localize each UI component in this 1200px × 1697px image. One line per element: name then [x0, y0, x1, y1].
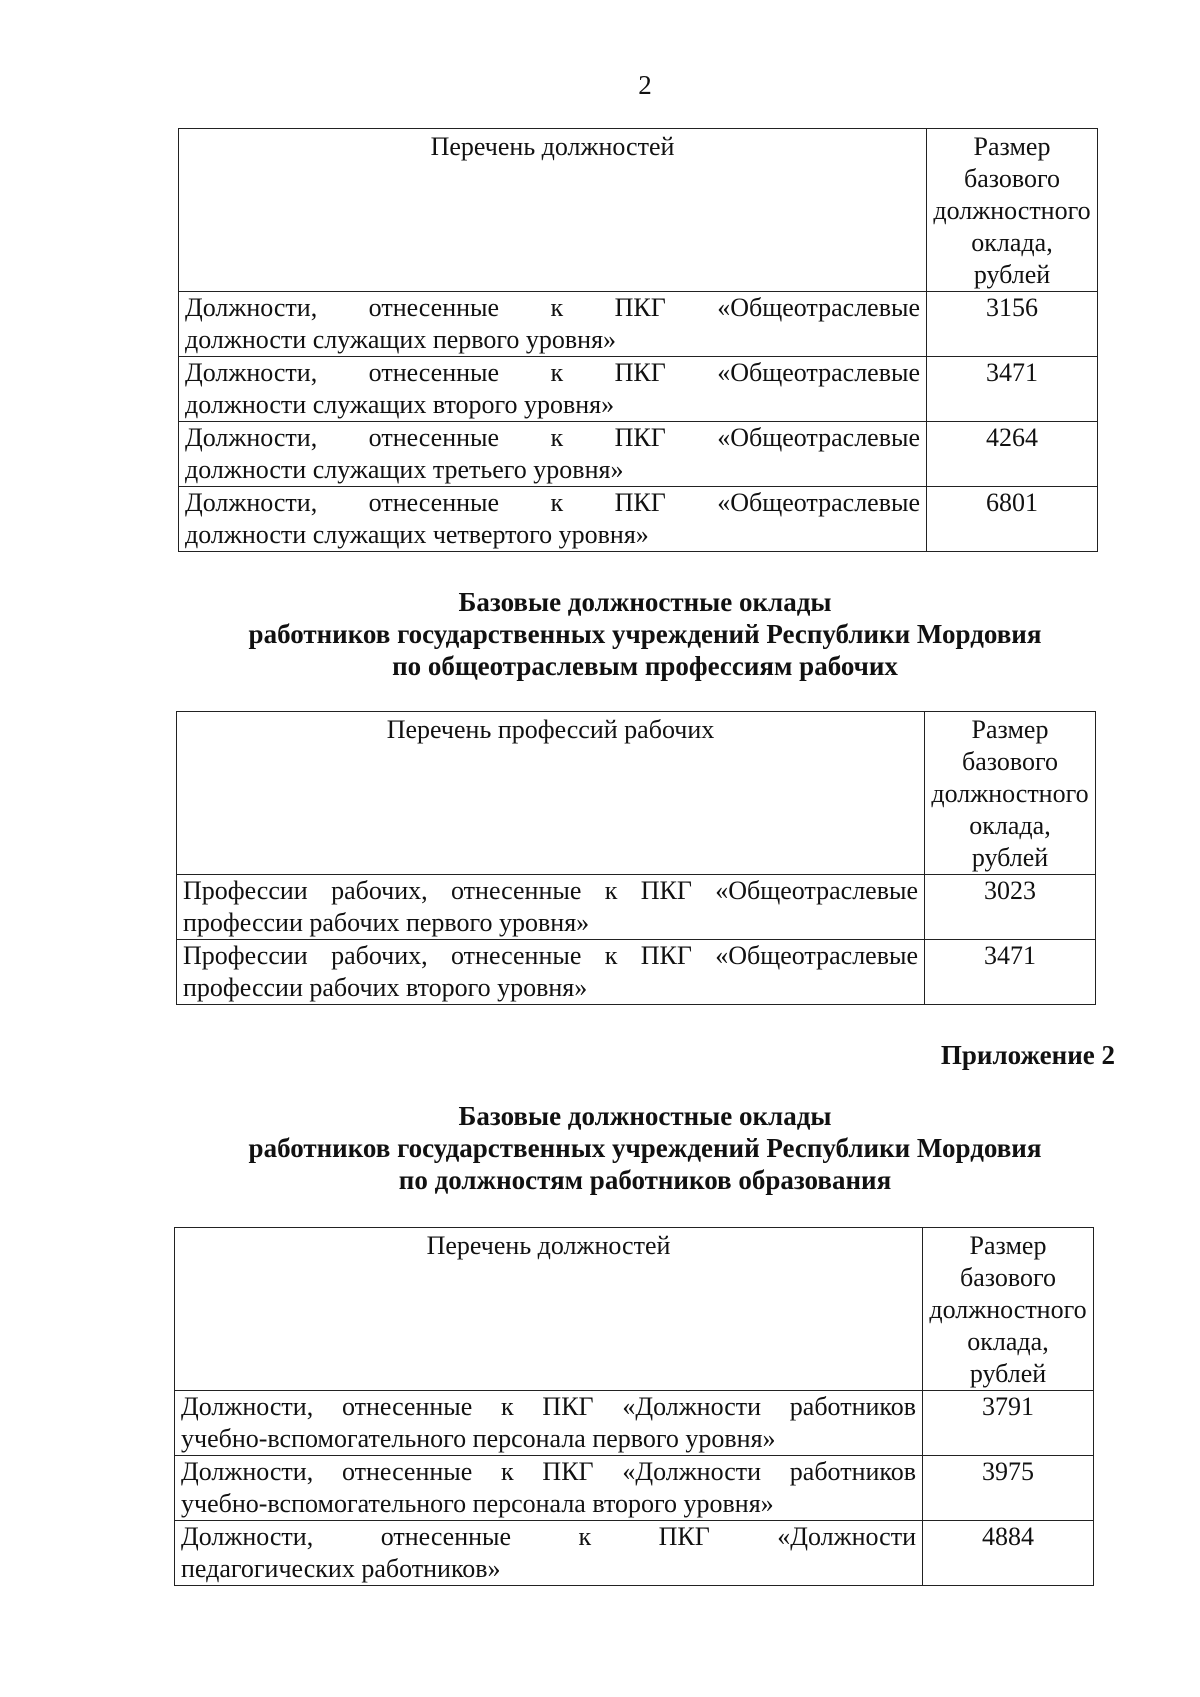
profession-name: Профессии рабочих, отнесенные к ПКГ «Общеотраслевые профессии рабочих второго уровня» [177, 940, 925, 1005]
education-positions-table [174, 1227, 1094, 1586]
table-row [179, 292, 1098, 357]
position-name: Должности, отнесенные к ПКГ «Общеотраслевые должности служащих третьего уровня» [179, 422, 927, 487]
salary-value: 6801 [927, 487, 1098, 552]
table-row [175, 1391, 1094, 1456]
position-name: Должности, отнесенные к ПКГ «Должности работников учебно-вспомогательного персонала второго уровня» [175, 1456, 923, 1521]
positions-salary-table [178, 128, 1098, 552]
position-name: Должности, отнесенные к ПКГ «Должности работников учебно-вспомогательного персонала первого уровня» [175, 1391, 923, 1456]
salary-value: 3471 [927, 357, 1098, 422]
table-header-row [177, 712, 1096, 875]
column-header-positions: Перечень должностей [175, 1228, 923, 1391]
salary-value: 3471 [925, 940, 1096, 1005]
position-name: Должности, отнесенные к ПКГ «Общеотраслевые должности служащих четвертого уровня» [179, 487, 927, 552]
column-header-positions: Перечень должностей [179, 129, 927, 292]
salary-value: 4264 [927, 422, 1098, 487]
column-header-professions: Перечень профессий рабочих [177, 712, 925, 875]
worker-professions-table [176, 711, 1096, 1005]
table-row [175, 1456, 1094, 1521]
table-row [177, 940, 1096, 1005]
table-header-row [175, 1228, 1094, 1391]
table-row [175, 1521, 1094, 1586]
section-title-workers: Базовые должностные оклады работников государственных учреждений Республики Мордовия по общеотраслевым профессиям рабочих [248, 587, 1042, 681]
salary-value: 3975 [923, 1456, 1094, 1521]
column-header-salary: Размер базового должностного оклада, рублей [923, 1228, 1094, 1391]
position-name: Должности, отнесенные к ПКГ «Общеотраслевые должности служащих первого уровня» [179, 292, 927, 357]
salary-value: 4884 [923, 1521, 1094, 1586]
appendix-label: Приложение 2 [940, 1040, 1115, 1070]
table-row [177, 875, 1096, 940]
position-name: Должности, отнесенные к ПКГ «Общеотраслевые должности служащих второго уровня» [179, 357, 927, 422]
column-header-salary: Размер базового должностного оклада, рублей [927, 129, 1098, 292]
table-row [179, 487, 1098, 552]
salary-value: 3791 [923, 1391, 1094, 1456]
table-row [179, 422, 1098, 487]
page-number: 2 [638, 70, 652, 100]
section-title-education: Базовые должностные оклады работников государственных учреждений Республики Мордовия по должностям работников образования [248, 1101, 1042, 1195]
salary-value: 3156 [927, 292, 1098, 357]
position-name: Должности, отнесенные к ПКГ «Должности педагогических работников» [175, 1521, 923, 1586]
table-header-row [179, 129, 1098, 292]
column-header-salary: Размер базового должностного оклада, рублей [925, 712, 1096, 875]
table-row [179, 357, 1098, 422]
profession-name: Профессии рабочих, отнесенные к ПКГ «Общеотраслевые профессии рабочих первого уровня» [177, 875, 925, 940]
salary-value: 3023 [925, 875, 1096, 940]
